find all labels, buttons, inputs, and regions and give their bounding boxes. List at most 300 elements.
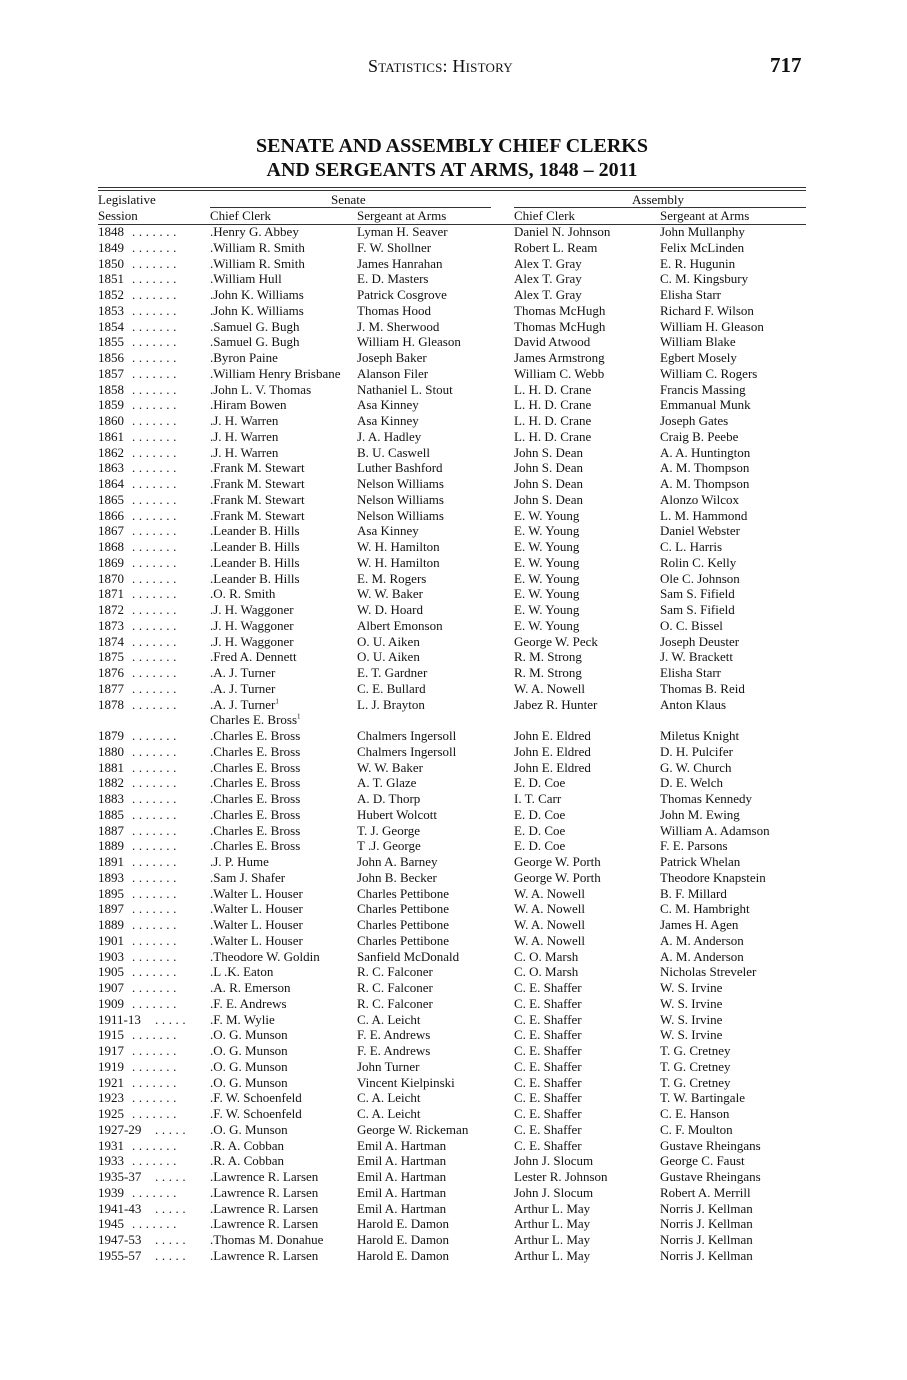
senate-sergeant-at-arms: Sanfield McDonald bbox=[357, 948, 460, 964]
assembly-sergeant-at-arms: E. R. Hugunin bbox=[660, 255, 736, 271]
assembly-chief-clerk: C. E. Shaffer bbox=[514, 1011, 582, 1027]
header-assembly-chief-clerk: Chief Clerk bbox=[514, 208, 576, 223]
assembly-sergeant-at-arms: Alonzo Wilcox bbox=[660, 491, 740, 507]
dot-leader: ....... bbox=[132, 271, 180, 287]
assembly-sergeant-at-arms: Elisha Starr bbox=[660, 287, 722, 302]
table-row bbox=[0, 602, 907, 618]
senate-sergeant-at-arms: A. D. Thorp bbox=[357, 791, 421, 806]
dot-leader: ....... bbox=[132, 806, 180, 822]
assembly-chief-clerk: E. D. Coe bbox=[514, 806, 566, 822]
assembly-chief-clerk: Alex T. Gray bbox=[514, 271, 582, 287]
table-row bbox=[0, 508, 907, 524]
dot-leader: ....... bbox=[132, 460, 180, 476]
table-row bbox=[0, 1043, 907, 1059]
table-row bbox=[0, 1075, 907, 1091]
header-legislative: Legislative bbox=[98, 192, 156, 207]
senate-chief-clerk: .F. W. Schoenfeld bbox=[210, 1090, 302, 1106]
senate-chief-clerk: .O. G. Munson bbox=[210, 1121, 288, 1137]
dot-leader: ....... bbox=[132, 901, 180, 917]
assembly-sergeant-at-arms: William H. Gleason bbox=[660, 318, 764, 334]
session-year: 1879 bbox=[98, 728, 124, 743]
table-row bbox=[0, 665, 907, 681]
session-year: 1873 bbox=[98, 617, 124, 633]
senate-chief-clerk: .Walter L. Houser bbox=[210, 917, 303, 932]
senate-sergeant-at-arms: J. M. Sherwood bbox=[357, 318, 440, 334]
senate-sergeant-at-arms: W. W. Baker bbox=[357, 759, 423, 775]
senate-sergeant-at-arms: Harold E. Damon bbox=[357, 1232, 450, 1247]
table-row bbox=[0, 287, 907, 303]
dot-leader: ....... bbox=[132, 444, 180, 460]
table-row bbox=[0, 618, 907, 634]
assembly-sergeant-at-arms: Norris J. Kellman bbox=[660, 1200, 753, 1216]
senate-chief-clerk: .Frank M. Stewart bbox=[210, 460, 305, 476]
table-row bbox=[0, 476, 907, 492]
senate-sergeant-at-arms: Asa Kinney bbox=[357, 523, 419, 539]
session-year: 1882 bbox=[98, 775, 124, 791]
footnote-marker: 1 bbox=[297, 712, 301, 721]
assembly-chief-clerk: George W. Porth bbox=[514, 854, 601, 869]
table-row bbox=[0, 224, 907, 240]
assembly-sergeant-at-arms: A. M. Anderson bbox=[660, 932, 744, 948]
senate-sergeant-at-arms: W. D. Hoard bbox=[357, 602, 423, 617]
dot-leader: ....... bbox=[132, 413, 180, 428]
dot-leader: ....... bbox=[132, 696, 180, 712]
assembly-sergeant-at-arms: Theodore Knapstein bbox=[660, 869, 766, 885]
assembly-sergeant-at-arms: D. H. Pulcifer bbox=[660, 743, 733, 759]
assembly-chief-clerk: C. E. Shaffer bbox=[514, 1106, 582, 1121]
assembly-sergeant-at-arms: Thomas B. Reid bbox=[660, 680, 745, 696]
assembly-chief-clerk: John J. Slocum bbox=[514, 1184, 594, 1200]
assembly-sergeant-at-arms: F. E. Parsons bbox=[660, 838, 728, 854]
senate-sergeant-at-arms: F. E. Andrews bbox=[357, 1027, 431, 1043]
senate-chief-clerk: .Henry G. Abbey bbox=[210, 224, 299, 239]
dot-leader: ..... bbox=[155, 1200, 190, 1216]
senate-sergeant-at-arms: F. E. Andrews bbox=[357, 1043, 431, 1058]
assembly-sergeant-at-arms: Ole C. Johnson bbox=[660, 570, 740, 586]
table-row bbox=[0, 1122, 907, 1138]
table-row bbox=[0, 523, 907, 539]
senate-sergeant-at-arms: R. C. Falconer bbox=[357, 995, 433, 1011]
session-year: 1861 bbox=[98, 428, 124, 444]
running-head-title: Statistics: History bbox=[368, 56, 513, 76]
assembly-sergeant-at-arms: George C. Faust bbox=[660, 1153, 745, 1169]
assembly-chief-clerk: John E. Eldred bbox=[514, 728, 591, 743]
senate-sergeant-at-arms: Nelson Williams bbox=[357, 507, 444, 523]
senate-sergeant-at-arms: W. H. Hamilton bbox=[357, 539, 440, 554]
table-row bbox=[0, 1169, 907, 1185]
dot-leader: ....... bbox=[132, 507, 180, 523]
table-row bbox=[0, 303, 907, 319]
senate-chief-clerk: .Charles E. Bross bbox=[210, 822, 301, 838]
table-row bbox=[0, 1090, 907, 1106]
table-row bbox=[0, 350, 907, 366]
senate-sergeant-at-arms: Patrick Cosgrove bbox=[357, 287, 447, 302]
dot-leader: ..... bbox=[155, 1247, 190, 1263]
assembly-sergeant-at-arms: Norris J. Kellman bbox=[660, 1216, 753, 1232]
table-row bbox=[0, 697, 907, 713]
session-year: 1850 bbox=[98, 255, 124, 271]
table-top-rule-1 bbox=[98, 187, 806, 188]
assembly-sergeant-at-arms: G. W. Church bbox=[660, 759, 732, 775]
session-year: 1955-57 bbox=[98, 1247, 142, 1263]
assembly-sergeant-at-arms: W. S. Irvine bbox=[660, 995, 723, 1011]
senate-chief-clerk: .J. H. Warren bbox=[210, 428, 279, 444]
table-row bbox=[0, 649, 907, 665]
senate-sergeant-at-arms: T. J. George bbox=[357, 822, 421, 838]
senate-chief-clerk: .A. J. Turner$^1$ bbox=[210, 696, 279, 712]
table-row bbox=[0, 539, 907, 555]
assembly-chief-clerk: L. H. D. Crane bbox=[514, 428, 592, 444]
senate-chief-clerk: .Walter L. Houser bbox=[210, 932, 303, 948]
assembly-chief-clerk: Arthur L. May bbox=[514, 1216, 591, 1232]
assembly-sergeant-at-arms: James H. Agen bbox=[660, 917, 739, 932]
assembly-sergeant-at-arms: Emmanual Munk bbox=[660, 397, 751, 413]
table-row bbox=[0, 823, 907, 839]
assembly-chief-clerk: E. D. Coe bbox=[514, 822, 566, 838]
session-year: 1903 bbox=[98, 948, 124, 964]
table-row bbox=[0, 382, 907, 398]
table-row bbox=[0, 1012, 907, 1028]
senate-sergeant-at-arms: Hubert Wolcott bbox=[357, 806, 437, 822]
senate-chief-clerk: .Byron Paine bbox=[210, 350, 278, 365]
header-senate-sergeant: Sergeant at Arms bbox=[357, 208, 447, 223]
session-year: 1857 bbox=[98, 365, 124, 381]
senate-chief-clerk: .Charles E. Bross bbox=[210, 728, 301, 743]
senate-sergeant-at-arms: Chalmers Ingersoll bbox=[357, 728, 457, 743]
session-year: 1887 bbox=[98, 822, 124, 838]
assembly-sergeant-at-arms: John Mullanphy bbox=[660, 224, 745, 239]
senate-chief-clerk: .Leander B. Hills bbox=[210, 523, 300, 539]
senate-sergeant-at-arms: Emil A. Hartman bbox=[357, 1200, 447, 1216]
table-row bbox=[0, 1106, 907, 1122]
assembly-chief-clerk: E. W. Young bbox=[514, 539, 580, 554]
assembly-chief-clerk: John S. Dean bbox=[514, 444, 583, 460]
senate-chief-clerk: .Walter L. Houser bbox=[210, 885, 303, 901]
dot-leader: ....... bbox=[132, 224, 180, 239]
assembly-sergeant-at-arms: A. A. Huntington bbox=[660, 444, 751, 460]
session-year: 1927-29 bbox=[98, 1121, 142, 1137]
table-row bbox=[0, 901, 907, 917]
dot-leader: ....... bbox=[132, 1106, 180, 1121]
assembly-sergeant-at-arms: Gustave Rheingans bbox=[660, 1169, 761, 1184]
senate-sergeant-at-arms: W. H. Hamilton bbox=[357, 554, 440, 570]
dot-leader: ....... bbox=[132, 854, 180, 869]
senate-sergeant-at-arms: J. A. Hadley bbox=[357, 428, 422, 444]
table-row bbox=[0, 586, 907, 602]
assembly-chief-clerk: Alex T. Gray bbox=[514, 255, 582, 271]
assembly-sergeant-at-arms: Sam S. Fifield bbox=[660, 602, 735, 617]
dot-leader: ....... bbox=[132, 255, 180, 271]
senate-sergeant-at-arms: John B. Becker bbox=[357, 869, 437, 885]
senate-chief-clerk: .Hiram Bowen bbox=[210, 397, 287, 413]
senate-chief-clerk: .Frank M. Stewart bbox=[210, 507, 305, 523]
senate-sergeant-at-arms: Charles Pettibone bbox=[357, 885, 450, 901]
dot-leader: ....... bbox=[132, 1043, 180, 1058]
senate-sergeant-at-arms: Chalmers Ingersoll bbox=[357, 743, 457, 759]
session-year: 1851 bbox=[98, 271, 124, 287]
senate-sergeant-at-arms: Nathaniel L. Stout bbox=[357, 381, 453, 397]
senate-chief-clerk: .Lawrence R. Larsen bbox=[210, 1216, 319, 1232]
session-year: 1860 bbox=[98, 413, 124, 428]
assembly-chief-clerk: C. E. Shaffer bbox=[514, 995, 582, 1011]
session-year: 1872 bbox=[98, 602, 124, 617]
session-year: 1909 bbox=[98, 995, 124, 1011]
senate-chief-clerk: .Samuel G. Bugh bbox=[210, 318, 300, 334]
dot-leader: ....... bbox=[132, 334, 180, 350]
senate-sergeant-at-arms: Alanson Filer bbox=[357, 365, 429, 381]
dot-leader: ....... bbox=[132, 665, 180, 680]
assembly-chief-clerk: C. E. Shaffer bbox=[514, 1043, 582, 1058]
table-row bbox=[0, 791, 907, 807]
table-row bbox=[0, 397, 907, 413]
dot-leader: ....... bbox=[132, 1090, 180, 1106]
senate-sergeant-at-arms: C. A. Leicht bbox=[357, 1090, 421, 1106]
senate-sergeant-at-arms: Nelson Williams bbox=[357, 476, 444, 491]
assembly-sergeant-at-arms: Francis Massing bbox=[660, 381, 746, 397]
senate-chief-clerk: .Lawrence R. Larsen bbox=[210, 1184, 319, 1200]
assembly-chief-clerk: Robert L. Ream bbox=[514, 239, 598, 255]
page-number: 717 bbox=[770, 53, 802, 77]
senate-chief-clerk: .Theodore W. Goldin bbox=[210, 948, 320, 964]
senate-chief-clerk: .F. E. Andrews bbox=[210, 995, 287, 1011]
dot-leader: ....... bbox=[132, 586, 180, 602]
assembly-chief-clerk: Alex T. Gray bbox=[514, 287, 582, 302]
dot-leader: ....... bbox=[132, 885, 180, 901]
table-row bbox=[0, 1232, 907, 1248]
senate-chief-clerk: .J. H. Warren bbox=[210, 444, 279, 460]
senate-sergeant-at-arms: John Turner bbox=[357, 1058, 420, 1074]
senate-sergeant-at-arms: Emil A. Hartman bbox=[357, 1184, 447, 1200]
dot-leader: ....... bbox=[132, 838, 180, 854]
assembly-chief-clerk: C. O. Marsh bbox=[514, 964, 579, 980]
session-year: 1858 bbox=[98, 381, 124, 397]
session-year: 1911-13 bbox=[98, 1011, 141, 1027]
assembly-chief-clerk: John E. Eldred bbox=[514, 743, 591, 759]
session-year: 1856 bbox=[98, 350, 124, 365]
assembly-chief-clerk: W. A. Nowell bbox=[514, 680, 586, 696]
senate-sergeant-at-arms: B. U. Caswell bbox=[357, 444, 430, 460]
dot-leader: ..... bbox=[155, 1121, 190, 1137]
assembly-chief-clerk: C. E. Shaffer bbox=[514, 1074, 582, 1090]
assembly-sergeant-at-arms: Patrick Whelan bbox=[660, 854, 741, 869]
assembly-sergeant-at-arms: William C. Rogers bbox=[660, 365, 758, 381]
dot-leader: ....... bbox=[132, 617, 180, 633]
table-row bbox=[0, 634, 907, 650]
assembly-chief-clerk: John J. Slocum bbox=[514, 1153, 594, 1169]
table-row bbox=[0, 256, 907, 272]
session-year: 1901 bbox=[98, 932, 124, 948]
session-year: 1874 bbox=[98, 633, 124, 649]
senate-chief-clerk: .Thomas M. Donahue bbox=[210, 1232, 324, 1247]
senate-chief-clerk: .A. R. Emerson bbox=[210, 980, 291, 995]
dot-leader: ....... bbox=[132, 476, 180, 491]
senate-sergeant-at-arms: W. W. Baker bbox=[357, 586, 423, 602]
dot-leader: ....... bbox=[132, 239, 180, 255]
assembly-chief-clerk: E. D. Coe bbox=[514, 775, 566, 791]
session-year: 1878 bbox=[98, 696, 124, 712]
assembly-chief-clerk: C. E. Shaffer bbox=[514, 1090, 582, 1106]
assembly-chief-clerk: I. T. Carr bbox=[514, 791, 562, 806]
dot-leader: ..... bbox=[155, 1011, 190, 1027]
table-row bbox=[0, 933, 907, 949]
assembly-chief-clerk: George W. Porth bbox=[514, 869, 601, 885]
session-year: 1848 bbox=[98, 224, 124, 239]
assembly-chief-clerk: C. O. Marsh bbox=[514, 948, 579, 964]
assembly-chief-clerk: John S. Dean bbox=[514, 491, 583, 507]
session-year: 1905 bbox=[98, 964, 124, 980]
session-year: 1863 bbox=[98, 460, 124, 476]
senate-chief-clerk: .Leander B. Hills bbox=[210, 554, 300, 570]
assembly-sergeant-at-arms: William Blake bbox=[660, 334, 736, 350]
senate-sergeant-at-arms: C. E. Bullard bbox=[357, 680, 426, 696]
table-row bbox=[0, 854, 907, 870]
assembly-sergeant-at-arms: Felix McLinden bbox=[660, 239, 745, 255]
senate-sergeant-at-arms: John A. Barney bbox=[357, 854, 438, 869]
dot-leader: ....... bbox=[132, 743, 180, 759]
senate-chief-clerk: .William Hull bbox=[210, 271, 282, 287]
assembly-chief-clerk: Arthur L. May bbox=[514, 1200, 591, 1216]
senate-chief-clerk: .Leander B. Hills bbox=[210, 570, 300, 586]
assembly-sergeant-at-arms: T. G. Cretney bbox=[660, 1043, 731, 1058]
session-year: 1897 bbox=[98, 901, 124, 917]
assembly-chief-clerk: E. W. Young bbox=[514, 602, 580, 617]
session-year: 1945 bbox=[98, 1216, 124, 1232]
header-senate-chief-clerk: Chief Clerk bbox=[210, 208, 272, 223]
assembly-sergeant-at-arms: L. M. Hammond bbox=[660, 507, 748, 523]
dot-leader: ....... bbox=[132, 680, 180, 696]
assembly-sergeant-at-arms: W. S. Irvine bbox=[660, 980, 723, 995]
assembly-chief-clerk: John S. Dean bbox=[514, 460, 583, 476]
assembly-sergeant-at-arms: Thomas Kennedy bbox=[660, 791, 753, 806]
senate-chief-clerk: .Frank M. Stewart bbox=[210, 491, 305, 507]
assembly-sergeant-at-arms: Elisha Starr bbox=[660, 665, 722, 680]
assembly-sergeant-at-arms: W. S. Irvine bbox=[660, 1027, 723, 1043]
senate-sergeant-at-arms: E. D. Masters bbox=[357, 271, 429, 287]
senate-chief-clerk: .Charles E. Bross bbox=[210, 743, 301, 759]
assembly-chief-clerk: C. E. Shaffer bbox=[514, 980, 582, 995]
dot-leader: ....... bbox=[132, 1184, 180, 1200]
assembly-sergeant-at-arms: C. E. Hanson bbox=[660, 1106, 730, 1121]
session-year: 1947-53 bbox=[98, 1232, 142, 1247]
assembly-sergeant-at-arms: T. G. Cretney bbox=[660, 1058, 731, 1074]
senate-chief-clerk: .R. A. Cobban bbox=[210, 1153, 285, 1169]
assembly-chief-clerk: Lester R. Johnson bbox=[514, 1169, 608, 1184]
senate-sergeant-at-arms: C. A. Leicht bbox=[357, 1011, 421, 1027]
assembly-chief-clerk: Jabez R. Hunter bbox=[514, 696, 598, 712]
assembly-chief-clerk: R. M. Strong bbox=[514, 665, 582, 680]
table-row bbox=[0, 775, 907, 791]
senate-sergeant-at-arms: Thomas Hood bbox=[357, 302, 432, 318]
table-row bbox=[0, 917, 907, 933]
assembly-sergeant-at-arms: Joseph Deuster bbox=[660, 633, 740, 649]
assembly-sergeant-at-arms: Norris J. Kellman bbox=[660, 1232, 753, 1247]
table-row bbox=[0, 1138, 907, 1154]
assembly-chief-clerk: E. W. Young bbox=[514, 570, 580, 586]
table-row bbox=[0, 712, 907, 728]
assembly-chief-clerk: David Atwood bbox=[514, 334, 591, 350]
table-row bbox=[0, 807, 907, 823]
assembly-chief-clerk: E. W. Young bbox=[514, 507, 580, 523]
dot-leader: ....... bbox=[132, 948, 180, 964]
assembly-chief-clerk: L. H. D. Crane bbox=[514, 381, 592, 397]
senate-sergeant-at-arms: James Hanrahan bbox=[357, 255, 443, 271]
assembly-chief-clerk: R. M. Strong bbox=[514, 649, 582, 665]
dot-leader: ....... bbox=[132, 995, 180, 1011]
senate-chief-clerk: .Frank M. Stewart bbox=[210, 476, 305, 491]
session-year: 1852 bbox=[98, 287, 124, 302]
assembly-sergeant-at-arms: Joseph Gates bbox=[660, 413, 729, 428]
senate-chief-clerk: .Lawrence R. Larsen bbox=[210, 1200, 319, 1216]
table-row bbox=[0, 334, 907, 350]
session-year: 1883 bbox=[98, 791, 124, 806]
assembly-sergeant-at-arms: A. M. Anderson bbox=[660, 948, 744, 964]
senate-sergeant-at-arms: Asa Kinney bbox=[357, 397, 419, 413]
senate-chief-clerk: .F. W. Schoenfeld bbox=[210, 1106, 302, 1121]
senate-chief-clerk: .Leander B. Hills bbox=[210, 539, 300, 554]
senate-sergeant-at-arms: L. J. Brayton bbox=[357, 696, 425, 712]
table-row bbox=[0, 240, 907, 256]
dot-leader: ....... bbox=[132, 759, 180, 775]
table-row bbox=[0, 996, 907, 1012]
table-row bbox=[0, 1153, 907, 1169]
dot-leader: ....... bbox=[132, 1058, 180, 1074]
footnote-marker: 1 bbox=[275, 697, 279, 706]
senate-sergeant-at-arms: Lyman H. Seaver bbox=[357, 224, 448, 239]
table-row bbox=[0, 728, 907, 744]
assembly-chief-clerk: E. D. Coe bbox=[514, 838, 566, 854]
session-year: 1925 bbox=[98, 1106, 124, 1121]
session-year: 1933 bbox=[98, 1153, 124, 1169]
assembly-chief-clerk: Arthur L. May bbox=[514, 1232, 591, 1247]
senate-chief-clerk: .Charles E. Bross bbox=[210, 791, 301, 806]
session-year: 1893 bbox=[98, 869, 124, 885]
session-year: 1889 bbox=[98, 917, 124, 932]
assembly-chief-clerk: Thomas McHugh bbox=[514, 302, 606, 318]
assembly-sergeant-at-arms: Anton Klaus bbox=[660, 696, 727, 712]
assembly-sergeant-at-arms: William A. Adamson bbox=[660, 822, 770, 838]
assembly-chief-clerk: C. E. Shaffer bbox=[514, 1137, 582, 1153]
assembly-sergeant-at-arms: Daniel Webster bbox=[660, 523, 740, 539]
session-year: 1864 bbox=[98, 476, 124, 491]
table-row bbox=[0, 460, 907, 476]
dot-leader: ....... bbox=[132, 964, 180, 980]
senate-sergeant-at-arms: Vincent Kielpinski bbox=[357, 1074, 455, 1090]
senate-chief-clerk: .J. H. Waggoner bbox=[210, 602, 294, 617]
assembly-chief-clerk: L. H. D. Crane bbox=[514, 397, 592, 413]
session-year: 1867 bbox=[98, 523, 124, 539]
senate-chief-clerk: .Samuel G. Bugh bbox=[210, 334, 300, 350]
session-year: 1865 bbox=[98, 491, 124, 507]
senate-chief-clerk: .William R. Smith bbox=[210, 239, 305, 255]
dot-leader: ....... bbox=[132, 539, 180, 554]
assembly-chief-clerk: John S. Dean bbox=[514, 476, 583, 491]
senate-sergeant-at-arms: Charles Pettibone bbox=[357, 917, 450, 932]
dot-leader: ....... bbox=[132, 397, 180, 413]
assembly-chief-clerk: E. W. Young bbox=[514, 523, 580, 539]
session-year: 1885 bbox=[98, 806, 124, 822]
senate-sergeant-at-arms: Emil A. Hartman bbox=[357, 1169, 447, 1184]
assembly-sergeant-at-arms: Egbert Mosely bbox=[660, 350, 737, 365]
table-row bbox=[0, 571, 907, 587]
assembly-chief-clerk: W. A. Nowell bbox=[514, 901, 586, 917]
table-top-rule-2 bbox=[98, 190, 806, 191]
assembly-chief-clerk: W. A. Nowell bbox=[514, 932, 586, 948]
senate-chief-clerk: .L .K. Eaton bbox=[210, 964, 274, 980]
dot-leader: ..... bbox=[155, 1169, 190, 1184]
assembly-sergeant-at-arms: T. G. Cretney bbox=[660, 1074, 731, 1090]
session-year: 1935-37 bbox=[98, 1169, 142, 1184]
senate-chief-clerk: .Lawrence R. Larsen bbox=[210, 1247, 319, 1263]
